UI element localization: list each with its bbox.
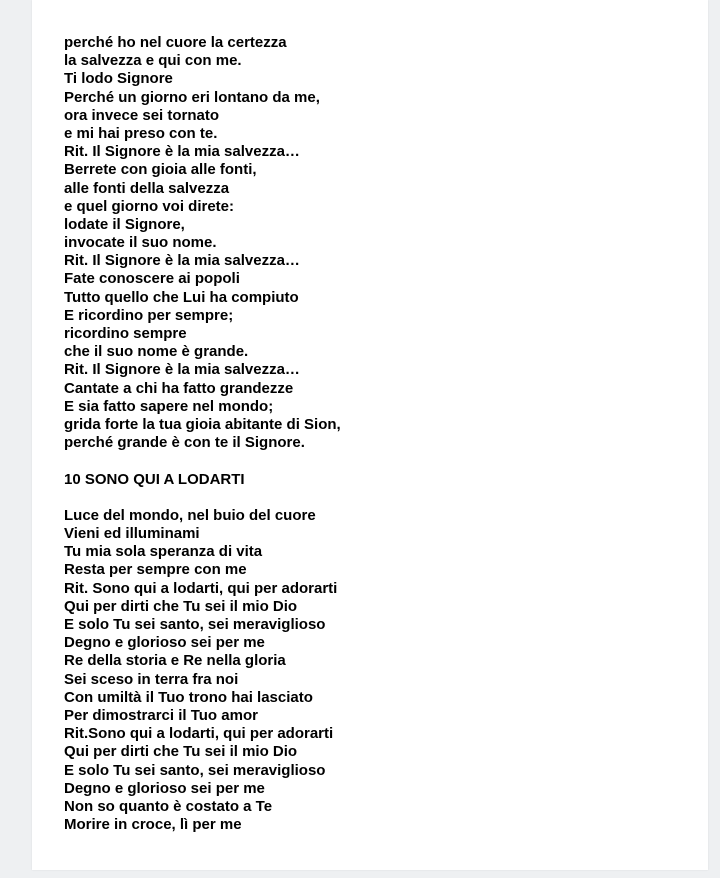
lyric-line: Con umiltà il Tuo trono hai lasciato [64,688,313,706]
lyric-line: E ricordino per sempre; [64,306,234,324]
lyric-line: Qui per dirti che Tu sei il mio Dio [64,597,298,615]
lyric-line: Qui per dirti che Tu sei il mio Dio [64,743,298,761]
lyric-line: Non so quanto è costato a Te [64,797,273,815]
lyric-line: Luce del mondo, nel buio del cuore [64,506,316,524]
lyric-line: perché grande è con te il Signore. [64,434,305,452]
lyric-line: Rit.Sono qui a lodarti, qui per adorarti [64,725,334,743]
lyric-line: e quel giorno voi direte: [64,197,235,215]
lyric-line: Sei sceso in terra fra noi [64,670,239,688]
lyric-line: Ti lodo Signore [64,70,173,88]
song-title: 10 SONO QUI A LODARTI [64,470,245,488]
lyric-line: Re della storia e Re nella gloria [64,652,286,670]
lyric-line: Vieni ed illuminami [64,525,200,543]
lyric-line: Tutto quello che Lui ha compiuto [64,288,299,306]
lyric-line: e mi hai preso con te. [64,124,218,142]
lyric-line: Cantate a chi ha fatto grandezze [64,379,294,397]
lyric-line: Rit. Il Signore è la mia salvezza… [64,143,300,161]
lyric-line: la salvezza e qui con me. [64,52,242,70]
blank-line [64,452,684,470]
lyric-line: Degno e glorioso sei per me [64,779,265,797]
lyric-line: Morire in croce, lì per me [64,816,242,834]
lyrics-block-continued [64,34,684,452]
lyric-line: invocate il suo nome. [64,234,217,252]
lyric-line: Fate conoscere ai popoli [64,270,240,288]
lyric-line: E sia fatto sapere nel mondo; [64,397,274,415]
lyric-line: lodate il Signore, [64,215,185,233]
lyrics-content [64,34,684,834]
lyric-line: Perché un giorno eri lontano da me, [64,88,320,106]
lyric-line: Rit. Il Signore è la mia salvezza… [64,252,300,270]
lyric-line: Degno e glorioso sei per me [64,634,265,652]
lyric-line: grida forte la tua gioia abitante di Sion, [64,415,341,433]
blank-line [64,489,684,507]
lyric-line: perché ho nel cuore la certezza [64,34,287,51]
lyric-line: Resta per sempre con me [64,561,247,579]
lyric-line: ora invece sei tornato [64,106,220,124]
lyric-line: Per dimostrarci il Tuo amor [64,706,258,724]
lyric-line: ricordino sempre [64,325,187,342]
lyric-line: E solo Tu sei santo, sei meraviglioso [64,761,326,779]
lyric-line: alle fonti della salvezza [64,179,230,197]
lyric-line: Tu mia sola speranza di vita [64,543,263,561]
lyrics-block-song-10 [64,507,684,834]
lyric-line: che il suo nome è grande. [64,343,249,361]
document-page [32,0,708,870]
lyric-line: E solo Tu sei santo, sei meraviglioso [64,616,326,633]
lyric-line: Rit. Sono qui a lodarti, qui per adorarti [64,579,338,597]
lyric-line: Berrete con gioia alle fonti, [64,161,257,179]
lyric-line: Rit. Il Signore è la mia salvezza… [64,361,300,379]
